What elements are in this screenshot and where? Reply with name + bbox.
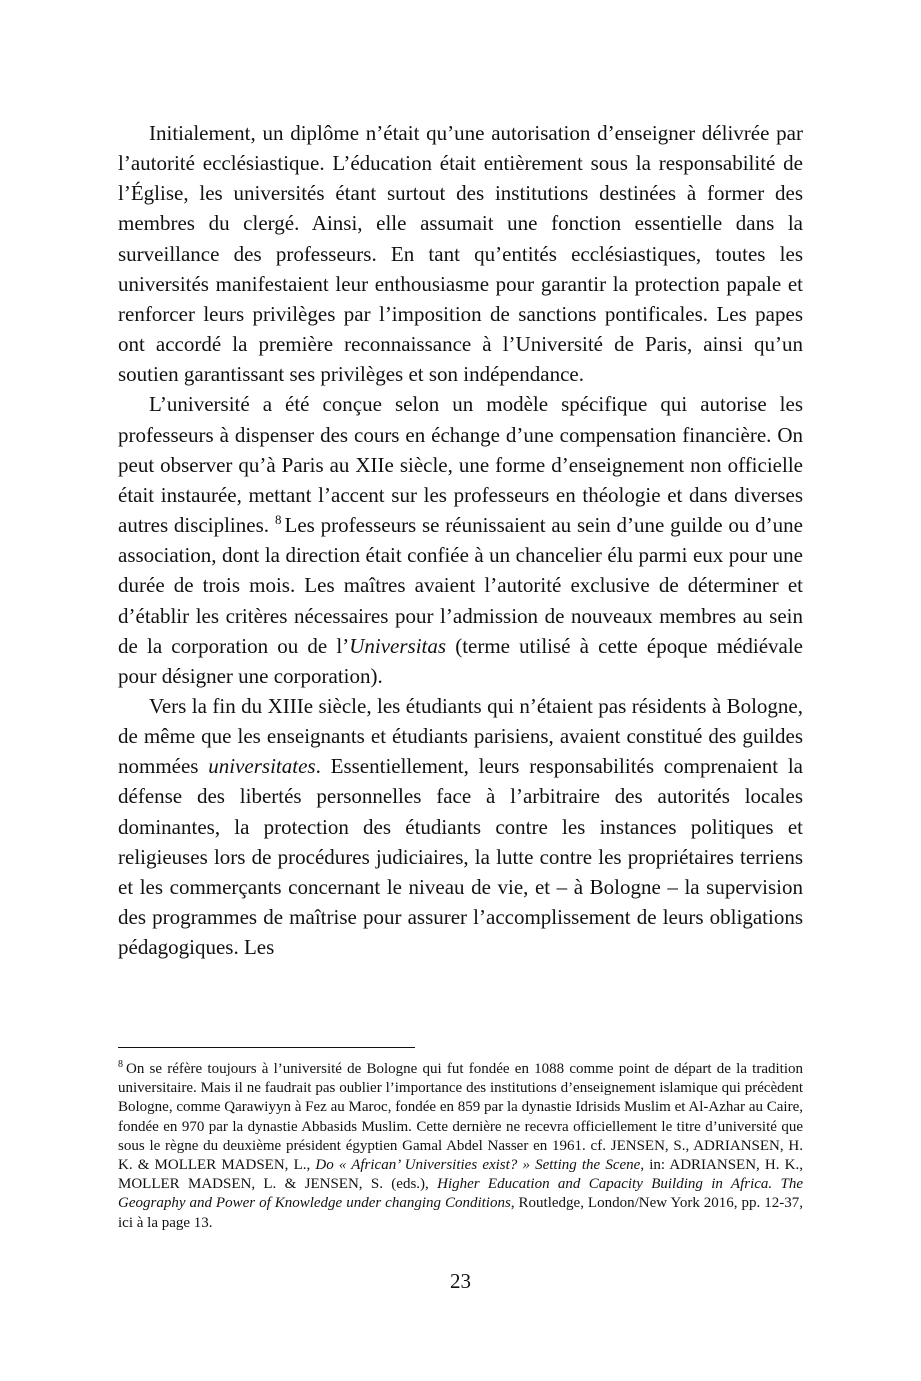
- universitas-term: Universitas: [349, 633, 447, 658]
- footnotes: [118, 1060, 803, 1233]
- footnote-number: 8: [118, 1059, 123, 1070]
- footnote-8: [118, 1060, 803, 1233]
- footnote-reference[interactable]: 8: [275, 512, 282, 528]
- paragraph-3-text-after-italic: . Essentiellement, leurs responsabilités comprenaient la défense des libertés personnelles face à l’arbitraire des autorités locales dominantes, la protection des étudiants contre les instances politiques et religieuses lors de procédures judiciaires, la lutte contre les propriétaires terriens et les commerçants concernant le niveau de vie, et – à Bologne – la supervision des programmes de maîtrise pour assurer l’accomplissement de leurs obligations pédagogiques. Les: [118, 754, 804, 960]
- footnote-title-1: Do « African’ Universities exist? » Setting the Scene: [315, 1157, 641, 1174]
- footnote-text-2: , in: ADRIANSEN, H. K., MOLLER MADSEN, L. & JENSEN, S. (eds.),: [118, 1157, 803, 1193]
- paragraph-3: [118, 691, 803, 962]
- footnote-separator: [118, 1047, 415, 1048]
- footnote-text-1: On se réfère toujours à l’université de Bologne qui fut fondée en 1088 comme point de départ de la tradition universitaire. Mais il ne faudrait pas oublier l’importance des institutions d’enseignement islamique qui précèdent Bologne, comme Qarawiyyn à Fez au Maroc, fondée en 859 par la dynastie Idrisids Muslim et Al-Azhar au Caire, fondée en 970 par la dynastie Abbasids Muslim. Cette dernière ne recevra officiellement le titre d’université que sous le règne du deuxième président égyptien Gamal Abdel Nasser en 1961. cf. JENSEN, S., ADRIANSEN, H. K. & MOLLER MADSEN, L.,: [118, 1061, 803, 1174]
- universitates-term: universitates: [208, 754, 316, 779]
- paragraph-3-text-before-italic: Vers la fin du XIIIe siècle, les étudiants qui n’étaient pas résidents à Bologne, de même que les enseignants et étudiants parisiens, avaient constitué des guildes nommées: [118, 693, 803, 779]
- footnote-title-2: Higher Education and Capacity Building in Africa. The Geography and Power of Knowledge under changing Conditions: [118, 1176, 803, 1212]
- page-number: 23: [450, 1269, 471, 1293]
- footnote-text-3: , Routledge, London/New York 2016, pp. 12-37, ici à la page 13.: [118, 1195, 803, 1231]
- paragraph-2: [118, 389, 803, 691]
- paragraph-2-text-end: (terme utilisé à cette époque médiévale pour désigner une corporation).: [118, 633, 804, 688]
- paragraph-1: [118, 118, 803, 389]
- paragraph-1-text: Initialement, un diplôme n’était qu’une autorisation d’enseigner délivrée par l’autorité ecclésiastique. L’éducation était entièrement sous la responsabilité de l’Église, les universités étant surtout des institutions destinées à former des membres du clergé. Ainsi, elle assumait une fonction essentielle dans la surveillance des professeurs. En tant qu’entités ecclésiastiques, toutes les universités manifestaient leur enthousiasme pour garantir la protection papale et renforcer leurs privilèges par l’imposition de sanctions pontificales. Les papes ont accordé la première reconnaissance à l’Université de Paris, ainsi qu’un soutien garantissant ses privilèges et son indépendance.: [118, 121, 803, 387]
- paragraph-2-text-before-note: L’université a été conçue selon un modèle spécifique qui autorise les professeurs à dispenser des cours en échange d’une compensation financière. On peut observer qu’à Paris au XIIe siècle, une forme d’enseignement non officielle était instaurée, mettant l’accent sur les professeurs en théologie et dans diverses autres disciplines.: [118, 392, 803, 538]
- paragraph-2-text-after-note: Les professeurs se réunissaient au sein d’une guilde ou d’une association, dont la direction était confiée à un chancelier élu parmi eux pour une durée de trois mois. Les maîtres avaient l’autorité exclusive de déterminer et d’établir les critères nécessaires pour l’admission de nouveaux membres au sein de la corporation ou de l’: [118, 513, 803, 658]
- main-text: [118, 118, 803, 962]
